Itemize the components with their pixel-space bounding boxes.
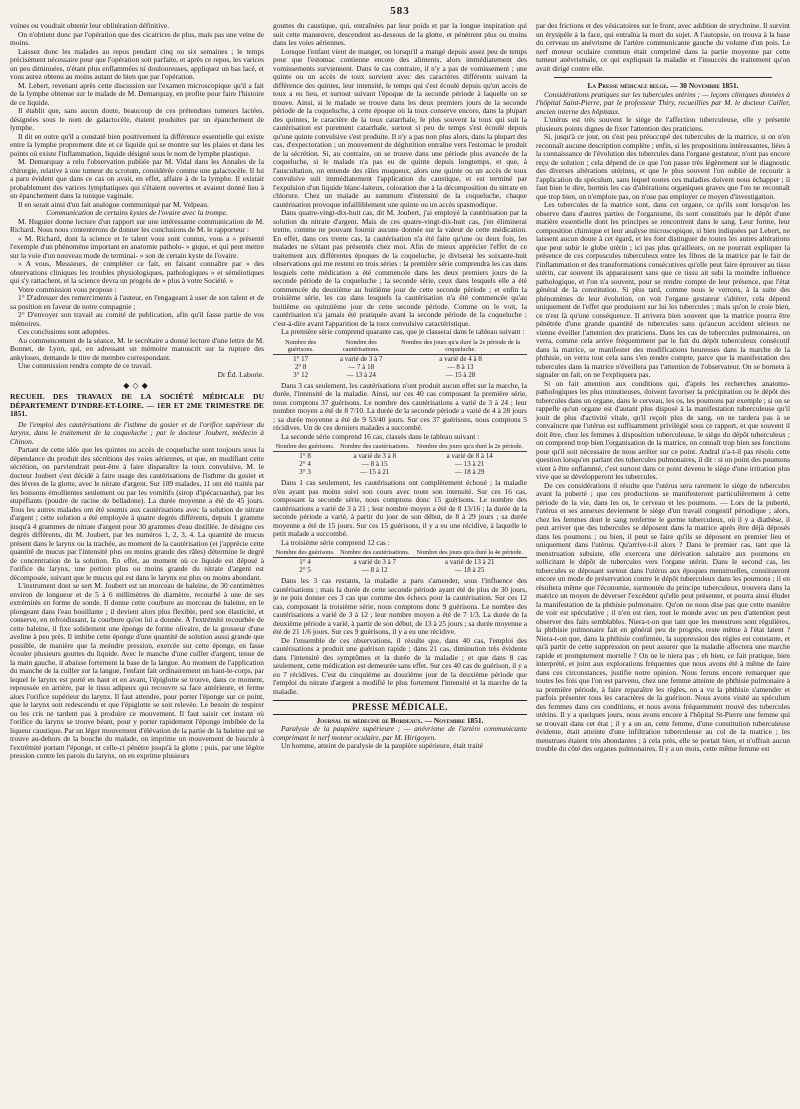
paragraph: Il en serait ainsi d'un fait analogue communiqué par M. Velpeau.	[18, 199, 209, 209]
table-row: 3° 3 — 15 à 21 — 18 à 29	[299, 468, 485, 476]
paragraph: Une commission rendra compte de ce travail.	[18, 361, 153, 370]
results-table-series-2	[273, 443, 527, 476]
paragraph: La première série comprend quarante cas, que je classerai dans le tableau suivant :	[281, 327, 525, 336]
table-row: 2° 4 — 8 à 15 — 13 à 21	[299, 460, 485, 468]
paragraph: Les tubercules de la matrice sont, dans cet organe, ce qu'ils sont lorsqu'on les observe dans d'autres parties de l'organisme, ils sont constitués par le dépôt d'une matière essentielle dont les principes se rencontrent dans le sang. Leur forme, leur composition chimique et leur analyse microscopique, si bien indiquées par Lebert, ne laissent aucun doute à cet égard, et les font distinguer de toutes les autres altérations que peut subir le globe utérin ; ici pas plus qu'ailleurs, on ne pourrait expliquer la présence de ces corpuscules tuberculeux entre les fibres de la matrice par le fait de l'inflammation et des transformations consécutives qu'elle peut faire éprouver au tissu utérin, car souvent ils apparaissent sans que ce tissu ait subi la moindre influence pathologique, et l'on n'a souvent, pour se rendre compte de leur présence, que l'état général de la constitution. Si plus tard, comme nous le verrons, à la suite des phénomènes de leur évolution, on voit l'organe gestateur s'altérer, cela dépend uniquement de l'effet que produisent sur lui les tubercules ; mais qu'on le croie bien, ce n'est là qu'une conséquence. Il arrivera bien souvent que la matrice pourra être pénétrée d'une grande quantité de tubercules sans qu'aucun accident sérieux ne vienne éveiller l'attention des praticiens. Dans les cas de tubercules pulmonaires, on verra, comme cela arrive fréquemment par le fait du dépôt tuberculeux consécutif dans la matrice, se manifester des modifications heureuses dans la marche de la phthisie, on verra tout cela sans s'en rendre compte, parce que la manifestation des tubercules dans la matrice n'éveillera pas l'attention de l'observateur. On se bornera à signaler un fait, on ne l'expliquera pas.	[536, 200, 790, 379]
paragraph: De ces considérations il résulte que l'utérus sera rarement le siège de tubercules avant la puberté ; que ces productions se manifesteront particulièrement à cette période de la vie, dans les os, le cerveau et les poumons. — Lors de la puberté, l'utérus et ses annexes deviennent le siège d'un travail congestif périodique ; alors, chez les femmes dont le sang renferme le germe tuberculeux, où il y a diathèse, il peut arriver que des tubercules se déposent dans la matrice après être déjà déposés dans les poumons ; ou bien, il peut se faire qu'ils se déposent en premier lieu et uniquement dans l'utérus. Qu'arrive-t-il alors ? Dans le premier cas, tant que la menstruation subsiste, elle exercera une dérivation salutaire aux poumons en sollicitant le dépôt de tubercules vers l'organe utérin. Dans le second cas, les tubercules se déposant surtout dans l'utérus aux époques menstruelles, constitueront encore un mode de préservation contre le dépôt tuberculeux dans les poumons ; il en résultera même que l'économie, surmontée du principe tuberculeux, trouvera dans la matrice un moyen de déverser l'excédent qu'elle peut présenter, et pourra ainsi éluder la manifestation de la phthisie pulmonaire. Qu'on ne nous dise pas que cette manière de voir est spéculative ; il n'en est rien, tout le monde avec un peu d'attention peut observer des faits semblables. Niera-t-on que tant que les menstrues sont régulières, la phthisie pulmonaire fait en général peu de progrès, reste même à l'état latent ? Niera-t-on que, dans la phthisie confirmée, la suppression des règles est constante, et qu'à partir de cette suppression on peut assurer que la maladie affectera une marche rapide et promptement mortelle ? On ne le niera pas ; eh bien, ce fait pratique, bien interprété, et joint aux explorations fréquentes que nous avons été à même de faire dans ces circonstances, justifie notre opinion. Nous ferons encore remarquer que toutes les fois que l'on est parvenu, chez une femme atteinte de phthisie pulmonaire à sa première période, à faire reparaître les règles, on a vu la phthisie s'amender et parfois présenter tous les caractères de la guérison. Nous avons visité au spéculum des femmes dans ces conditions, et nous avons fréquemment trouvé des tubercules utérins. Il y a quelques jours, nous avons encore à l'hôpital St-Pierre une femme qui se trouvait dans cet état ; il y a un an, cette femme, d'une constitution tuberculeuse évidente, était atteinte d'une infiltration tuberculeuse au col de la matrice ; les menstrues étaient très abondantes ; à cela près, elle se portait bien, et n'offrait aucun trouble du côté des organes pulmonaires. Il y a un mois, cette même femme est	[536, 480, 790, 753]
table-header: Nombre des jours qu'a duré la 2e période.	[412, 443, 527, 452]
results-table-series-1	[273, 339, 527, 379]
divider	[554, 77, 772, 78]
journal-source: Journal de médecine de Bordeaux. — Novembre 1851.	[316, 715, 484, 725]
paragraph: Lorsque l'enfant vient de manger, ou lorsqu'il a mangé depuis assez peu de temps pour que l'estomac contienne encore des aliments, alors immédiatement des vomissements surviennent. Dans le cas contraire, il n'y a pas de vomissement ; une quinte ou un accès de toux survient avec des caractères différents suivant la différence des quintes, leur intensité, le temps qui s'est écoulé depuis qu'un accès de toux a eu lieu, et surtout suivant l'époque de la seconde période à laquelle on se trouve. Ainsi, si le malade se trouve dans les deux premiers jours de la seconde période de la coqueluche, à cette époque où la toux conserve encore, dans la plupart des quintes, le caractère de la toux catarrhale, le plus souvent la toux qui suit la cautérisation est purement catarrhale, surtout si peu de temps s'est écoulé depuis qu'une quinte convulsive s'est produite. Il n'y a pas non plus alors, dans la plupart des cas, d'expectoration ; un mouvement de déglutition entraîne vers l'estomac le produit de la sécrétion. Si, au contraire, on se trouve dans une période plus avancée de la coqueluche, si le malade n'a pas eu de quinte depuis longtemps, et que, à l'auscultation, on entende des râles muqueux, alors une quinte ou un accès de toux convulsive suit immédiatement l'application du caustique, et est terminé par l'expulsion d'un liquide blanc-laiteux, coloration due à la décomposition du nitrate en chlorure. Chez un malade au summum d'intensité de la coqueluche, chaque cautérisation provoque infailliblement une quinte ou un accès spasmodique.	[273, 46, 527, 209]
paragraph: L'instrument dont se sert M. Joubert est un morceau de baleine, de 30 centimètres environ de longueur et de 5 à 6 millimètres de diamètre, recourbé à une de ses extrémités en forme de sonde. Il donne cette courbure au morceau de baleine, en le plongeant dans l'eau bouillante ; il devient alors plus flexible, perd son élasticité, et conserve, en refroidissant, la courbure qu'on lui a donnée. A l'extrémité recourbée de cette baleine, il fixe solidement une éponge de forme olivaire, de la grosseur d'une aveline à peu près. Il imbibe cette éponge d'une quantité de solution aussi grande que possible, de manière que la moindre pression, exercée sur cette éponge, en fasse écouler plusieurs gouttes du liquide. Avec le manche d'une cuiller d'argent, tenue de la main gauche, il abaisse fortement la base de la langue. Au moment de l'application du manche de la cuiller sur la langue, l'enfant fait ordinairement un haut-le-corps, par lequel le larynx est porté en haut et en avant, l'épiglotte se trouve, dans ce moment, repoussée en arrière, par le tissu adipeux qui recouvre sa face antérieure, et ferme alors l'orifice supérieur du larynx. Il faut attendre, pour porter l'éponge sur ce point, que le larynx soit redescendu et que l'épiglotte se soit relevée. Le besoin de respirer ou les cris ne tardent pas à produire ce mouvement. Il faut saisir cet instant où l'orifice du larynx se trouve béant, pour y porter rapidement l'éponge imbibée de la liqueur caustique. Par un léger mouvement d'élévation de la partie de la baleine qui se trouve au-dehors de la bouche du malade, on imprime un mouvement de bascule à l'extrémité portant l'éponge, et celle-ci pénètre jusqu'à la glotte ; puis, par une légère pression contre les parois du larynx, on en exprime plusieurs	[10, 581, 264, 761]
journal-source: La Presse médicale belge. — 30 Novembre 1851.	[587, 81, 739, 90]
paragraph: Ces conclusions sont adoptées.	[18, 327, 110, 336]
paragraph: Il établit que, sans aucun doute, beaucoup de ces prétendues tumeurs lactées, désignées sous le nom de galactocèle, étaient produites par un épanchement de lymphe.	[10, 106, 264, 132]
paragraph: Dans 1 cas seulement, les cautérisations ont complètement échoué ; la maladie n'en ayant pas moins suivi son cours avec toute son intensité. Sur ces 16 cas, composant la seconde série, nous comptons donc 15 guérisons. Le nombre des cautérisations a varié de 3 à 21 ; leur nombre moyen a été de 8 13/16 ; la durée de la seconde période a varié, à partir du jour de son début, de 8 à 29 jours ; sa durée moyenne a été de 15 jours. Sur ces 15 guérisons, il y a eu une récidive, à laquelle le petit malade a succombé.	[273, 478, 527, 538]
table-header: Nombre des jours qu'a duré la 4e période.	[412, 549, 527, 558]
paragraph: gouttes du caustique, qui, entraînées par leur poids et par la longue inspiration qui suit cette manœuvre, descendent au-dessous de la glotte, et pénètrent plus ou moins dans les voies aériennes.	[273, 22, 527, 47]
section-subtitle: Paralysie de la paupière supérieure ; — anévrisme de l'artère communicante comprimant le nerf moteur oculaire, par M. Hirigoyen.	[273, 724, 527, 742]
table-row: 2° 5 — 8 à 12 — 18 à 25	[299, 566, 485, 574]
paragraph: Laissez donc les malades au repos pendant cinq ou six semaines ; le temps précisément nécessaire pour que l'opération soit parfaite, et après ce repos, les varices un peu diminuées, n'étant plus enflammées ni douloureuses, appliquez un bas lacé, et vous aurez obtenu au moins autant de bien que par l'opération.	[10, 46, 264, 81]
table-row: 2° 8 — 7 à 18 — 8 à 13	[294, 362, 474, 371]
section-subtitle: De l'emploi des cautérisations de l'isthme du gosier et de l'orifice supérieur du larynx, dans le traitement de la coqueluche ; par le docteur Joubert, médecin à Chinon.	[10, 419, 264, 446]
paragraph: Votre commission vous propose :	[18, 284, 117, 294]
paragraph: Si, jusqu'à ce jour, on s'est peu préoccupé des tubercules de la matrice, si on n'en reconnaît aucune description complète ; enfin, si les propositions intéressantes, liées à la connaissance de l'évolution des tubercules dans l'organe gestateur, n'ont pas encore reçu de solution ; cela dépend de ce que l'on passe très légèrement sur le diagnostic des diverses altérations utérines, et que le plus souvent l'on oublie de recourir à l'application du spéculum, sans lequel toutes ces maladies doivent nous échapper ; il faut bien le dire, hormis les cas d'altérations organiques graves que l'on ne reconnaît que trop bien, on n'emploie pas, on n'ose pas employer ce moyen d'investigation.	[536, 132, 790, 201]
paragraph: Il dit en outre qu'il a constaté bien positivement la différence essentielle qui existe entre la lymphe proprement dite et ce liquide qui se montre sur les plaies et dans les points où existe l'inflammation, liquide désigné sous le nom de lymphe plastique.	[10, 131, 264, 158]
section-subtitle: Communication de certains kystes de l'ovaire avec la trompe.	[46, 208, 228, 217]
paragraph: 1° D'adresser des remerciments à l'auteur, en l'engageant à user de son talent et de sa position en faveur de notre compagnie ;	[10, 293, 264, 311]
paragraph: par des frictions et des vésicatoires sur le front, avec addition de strychnine. Il survint un érysipèle à la face, qui entraîna la mort du sujet. A l'autopsie, on trouva à la base du cerveau un anévrisme de l'artère communicante gauche du volume d'un pois. Le nerf moteur oculaire commun était comprimé dans la partie moyenne par cette tumeur anévrismale, ce qui expliquait la maladie et l'insuccès du traitement qu'on avait dirigé contre elle.	[536, 22, 790, 73]
table-header: Nombre des cautérisations.	[328, 339, 394, 355]
column-middle	[273, 22, 527, 1102]
paragraph: Si on fait attention aux conditions qui, d'après les recherches anatomo-pathologiques les plus minutieuses, doivent favoriser la précipitation ou le dépôt des tubercules dans un organe, dans le cerveau, les os, les poumons par exemple ; si on se rappelle qu'un organe est d'autant plus disposé à la manifestation tuberculeuse qu'il jouit de plus d'activité vitale, qu'il reçoit plus de sang, on ne tardera pas à se convaincre que l'utérus est suffisamment privilégié sous ce rapport, et que souvent il doit être, chez les femmes à disposition tuberculeuse, le siège du dépôt tuberculeux ; on comprend trop bien l'organisation de la matrice, on connaît trop bien ses fonctions pour qu'il soit nécessaire de nous arrêter sur ce point. Andral n'a-t-il pas résolu cette question lorsqu'en parlant des tubercules pulmonaires, il dit : si un point des poumons vient à être enflammé, c'est surtout dans ce point devenu le siège d'une irritation plus vive que se développeront les tubercules.	[536, 378, 790, 481]
paragraph: 2° D'envoyer son travail au comité de publication, afin qu'il fasse partie de vos mémoires.	[10, 310, 264, 328]
paragraph: Dans quatre-vingt-dix-huit cas, dit M. Joubert, j'ai employé la cautérisation par la solution du nitrate d'argent. Mais de ces quatre-vingt-dix-huit cas, j'en éliminerai trente, comme ne pouvant fournir aucune donnée sur la valeur de cette médication. En effet, dans ces trente cas, la cautérisation n'a été faite qu'une ou deux fois, les malades ne s'étant pas présentés chez moi. Afin de mieux apprécier l'effet de ce traitement aux différentes époques de la coqueluche, je diviserai les soixante-huit observations qui me restent en trois séries : la première série comprendra les cas dans lesquels cette médication a été commencée dans les deux premiers jours de la seconde période de la coqueluche ; la seconde série, ceux dans lesquels elle a été commencée du deuxième au huitième jour de cette seconde période ; et enfin la troisième série, les cas dans lesquels la cautérisation n'a été commencée qu'au huitième ou quinzième jour de cette seconde période. Comme on le voit, la cautérisation n'a jamais été pratiquée avant la seconde période de la coqueluche ; c'est-à-dire avant l'apparition de la toux convulsive caractéristique.	[273, 208, 527, 328]
paragraph: M. Demarquay a relu l'observation publiée par M. Vidal dans les Annales de la chirurgie, relative à une tumeur du scrotum, considérée comme une galactocèle. Il lui a paru évident que dans ce cas on avait, en effet, affaire à de la lymphe. Il existait probablement des varices lymphatiques qui s'étaient ouvertes et avaient donné lieu à un épanchement dans la tunique vaginale.	[10, 157, 264, 200]
table-row: 1° 8 a varié de 3 à 8 a varié de 8 à 14	[299, 452, 493, 460]
paragraph: Un homme, atteint de paralysie de la paupière supérieure, était traité	[281, 741, 483, 750]
table-row: 1° 17 a varié de 3 à 7 a varié de 4 à 8	[293, 354, 482, 363]
ornament-divider: ◆◇◆	[123, 381, 151, 390]
paragraph: M. Lebert, revenant après cette discussion sur l'examen microscopique qu'il a fait de la lymphe obtenue sur le malade de M. Demarquay, en profite pour faire l'histoire de ce liquide.	[10, 80, 264, 107]
paragraph: De l'ensemble de ces observations, il résulte que, dans 40 cas, l'emploi des cautérisations a produit une guérison rapide ; dans 21 cas, diminution très évidente dans l'intensité des symptômes et la durée de la maladie ; et que dans 8 cas seulement, cette médication est demeurée sans effet. Sur ces 40 cas de guérison, il y a eu 7 récidives. C'est du cinquième au douzième jour de la deuxième période que l'emploi du nitrate d'argent a modifié le plus fortement l'intensité et la marche de la maladie.	[273, 635, 527, 696]
page-number: 583	[390, 5, 410, 17]
paragraph: voines ou voudrait obtenir leur oblitération définitive.	[10, 22, 170, 30]
paragraph: Dans 3 cas seulement, les cautérisations n'ont produit aucun effet sur la marche, la durée, l'intensité de la maladie. Ainsi, sur ces 40 cas composant la première série, nous comptons 37 guérisons. Le nombre des cautérisations a varié de 3 à 24 ; leur nombre moyen a été de 8 7/10. La durée de la seconde période a varié de 4 à 28 jours ; sa durée moyenne a été de 9 53/40 jours. Sur ces 37 guérisons, nous comptons 5 récidives. Un de ces derniers malades a succombé.	[273, 380, 527, 432]
section-subtitle: Considérations pratiques sur les tubercules utérins ; — leçons cliniques données à l'hôpital Saint-Pierre, par le professeur Thiry, recueillies par M. le docteur Cailler, ancien interne des hôpitaux.	[536, 89, 790, 116]
table-header: Nombre des guérisons.	[273, 339, 328, 355]
section-banner: PRESSE MÉDICALE.	[273, 700, 527, 715]
table-header: Nombre des jours qu'a duré la 2e période de la coqueluche.	[394, 339, 527, 355]
table-row: 3° 12 — 13 à 24 — 15 à 28	[293, 370, 476, 379]
table-row: 1° 4 a varié de 3 à 7 a varié de 13 à 21	[299, 558, 495, 566]
three-column-body	[10, 22, 790, 1102]
paragraph: Au commencement de la séance, M. le secrétaire a donné lecture d'une lettre de M. Bonnet, de Lyon, qui, en adressant un mémoire manuscrit sur la rupture des ankyloses, demande le titre de membre correspondant.	[10, 335, 264, 362]
paragraph: L'utérus est très souvent le siège de l'affection tuberculeuse, elle y présente plusieurs points dignes de fixer l'attention des praticiens.	[536, 115, 790, 133]
paragraph: M. Huguier donne lecture d'un rapport sur une intéressante communication de M. Richard. Nous nous contenterons de donner les conclusions de M. le rapporteur :	[10, 216, 264, 234]
column-left	[10, 22, 264, 1102]
column-right	[536, 22, 790, 1102]
paragraph: La troisième série comprend 12 cas :	[281, 537, 390, 547]
results-table-series-3	[273, 549, 527, 574]
table-header: Nombre des cautérisations.	[337, 549, 412, 558]
paragraph: La seconde série comprend 16 cas, classés dans le tableau suivant :	[281, 431, 480, 441]
table-header: Nombre des guérisons.	[273, 549, 337, 558]
paragraph: Dans les 3 cas restants, la maladie a paru s'amender, sous l'influence des cautérisations ; mais la durée de cette seconde période ayant été de plus de 30 jours, je ne puis donner ces 3 cas que comme des échecs pour la cautérisation. Sur ces 12 cas, composant la troisième série, nous comptons donc 9 guérisons. Le nombre des cautérisations a varié de 3 à 12 ; leur nombre moyen a été de 7 1/3. La durée de la deuxième période a varié, à partir de son début, de 13 à 25 jours ; sa durée moyenne a été de 21 1/6 jours. Sur ces 9 guérisons, il y a eu une récidive.	[273, 576, 527, 636]
section-heading: RECUEIL DES TRAVAUX DE LA SOCIÉTÉ MÉDICALE DU DÉPARTEMENT D'INDRE-ET-LOIRE. — 1ER ET 2ME TRIMESTRE DE 1851.	[10, 392, 264, 419]
quote-paragraph: « M. Richard, dont la science et le talent vous sont connus, vous a » présenté l'exemple d'un phénomène important en anatomie patholo- » gique, et qui peut mettre sur la voie d'un nouveau mode de terminai- » son de certain kyste de l'ovaire.	[10, 233, 264, 260]
table-header: Nombre des cautérisations.	[337, 443, 412, 452]
table-header: Nombre des guérisons.	[273, 443, 337, 452]
paragraph: On n'obtient donc par l'opération que des cicatrices de plus, mais pas une veine de moins.	[10, 29, 264, 47]
quote-paragraph: » A vous, Messieurs, de compléter ce fait, en faisant connaître par » des observations cliniques les troubles physiologiques, pathologiques » et séméiotiques qui s'y rattachent, et la science devra un progrès de » plus à votre Société. »	[10, 259, 264, 285]
paragraph: Partant de cette idée que les quintes ou accès de coqueluche sont toujours sous la dépendance du produit des sécrétions des voies aériennes, et que, en modifiant cette sécrétion, on parviendrait peut-être à faire disparaître la toux convulsive, M. le docteur Joubert s'est décidé à faire usage des cautérisations de l'isthme du gosier et des lèvres de la glotte, avec le nitrate d'argent. Sur 109 malades, 11 ont été traités par les boissons émollientes seulement ou par les vomitifs (sirop d'ipécacuanha), par les stupéfiants (poudre de racine de belladone). La durée moyenne a été de 45 jours. Tous les autres malades ont été soumis aux cautérisations avec la solution de nitrate d'argent ; cette solution a été employée à quatre degrés différents, depuis 1 gramme jusqu'à 4 grammes de nitrate d'argent pour 30 grammes d'eau distillée. Je désigne ces degrés différents, dit M. Joubert, par les numéros 1, 2, 3, 4. La quantité de mucus présent dans le larynx ou la trachée, au moment de la cautérisation (et j'apprécie cette quantité de mucus par l'intensité plus ou moins grande des râles) détermine le degré de concentration de la solution. En effet, au moment où ce liquide est déposé à l'orifice du larynx, une portion plus ou moins grande du nitrate d'argent est décomposée, suivant que le mucus qui est dans le larynx est plus ou moins abondant.	[10, 445, 264, 582]
signature: Dr Éd. Laborie.	[217, 369, 264, 379]
